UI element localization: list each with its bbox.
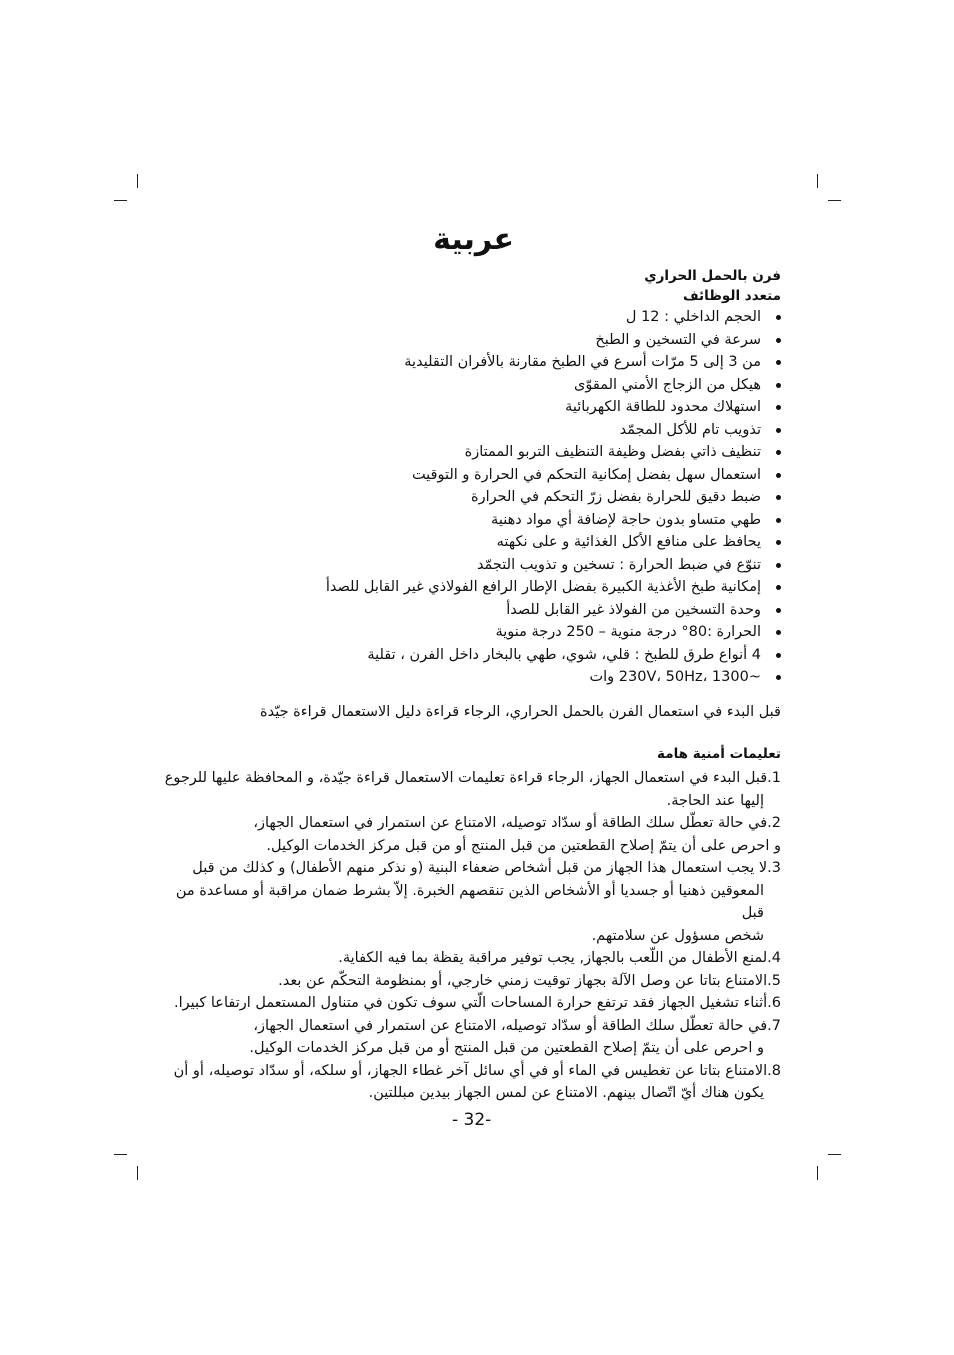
feature-item: استعمال سهل بفضل إمكانية التحكم في الحرارة و التوقيت <box>164 464 784 487</box>
feature-item: يحافظ على منافع الأكل الغذائية و على نكهته <box>164 531 784 554</box>
feature-item: ضبط دقيق للحرارة بفضل زرّ التحكم في الحرارة <box>164 486 784 509</box>
instruction-item <box>151 947 781 970</box>
instruction-line: و احرص على أن يتمّ إصلاح القطعتين من قبل المنتج أو من قبل مركز الخدمات الوكيل. <box>249 1040 764 1056</box>
instruction-line: المعوقين ذهنيا أو جسديا أو الأشخاص الذين تنقصهم الخبرة. إلاّ بشرط ضمان مراقبة أو مساعدة من قبل <box>175 882 764 921</box>
instruction-number: 1. <box>767 770 781 786</box>
instruction-line: الامتناع بتاتا عن وصل الآلة بجهاز توقيت زمني خارجي، أو بمنظومة التحكّم عن بعد. <box>278 972 768 989</box>
instruction-number: 5. <box>767 972 781 989</box>
feature-item: هيكل من الزجاج الأمني المقوّى <box>164 374 784 397</box>
instruction-item <box>151 992 781 1015</box>
instruction-item <box>151 970 781 993</box>
instruction-line: الامتناع بتاتا عن تغطيس في الماء أو في أي سائل آخر غطاء الجهاز، أو سلكه، أو سدّاد توصيله، أو أن <box>173 1062 768 1079</box>
instruction-number: 2. <box>767 815 781 831</box>
instruction-line: لمنع الأطفال من اللّعب بالجهاز, يجب توفير مراقبة يقظة بما فيه الكفاية. <box>338 950 768 966</box>
crop-mark-bottom-right-vertical <box>817 1166 818 1180</box>
page-title: عربية <box>433 222 514 257</box>
crop-mark-bottom-right-horizontal <box>828 1154 841 1155</box>
feature-item: سرعة في التسخين و الطبخ <box>164 329 784 352</box>
page-number: - 32- <box>452 1110 492 1130</box>
instruction-line: و احرص على أن يتمّ إصلاح القطعتين من قبل المنتج أو من قبل مركز الخدمات الوكيل. <box>266 837 781 854</box>
instruction-line: في حالة تعطّل سلك الطاقة أو سدّاد توصيله، الامتناع عن استمرار في استعمال الجهاز، <box>253 815 768 831</box>
feature-item: ~230V، 50Hz، 1300 وات <box>164 666 784 689</box>
instruction-line: قبل البدء في استعمال الجهاز، الرجاء قراءة تعليمات الاستعمال قراءة جيّدة، و المحافظة عليها للرجوع <box>164 770 768 786</box>
crop-mark-bottom-left-horizontal <box>114 1154 127 1155</box>
product-name-line-2: متعدد الوظائف <box>682 288 781 304</box>
instruction-number: 8. <box>767 1062 781 1079</box>
crop-mark-top-left-vertical <box>137 174 138 188</box>
instruction-line: لا يجب استعمال هذا الجهاز من قبل أشخاص ضعفاء البنية (و نذكر منهم الأطفال) و كذلك من قبل <box>192 860 768 876</box>
instruction-item <box>151 767 781 812</box>
product-name-line-1: فرن بالحمل الحراري <box>644 268 781 284</box>
instruction-line: أثناء تشغيل الجهاز فقد ترتفع حرارة المساحات الّتي سوف تكون في متناول المستعمل ارتفاعا كبيرا. <box>173 995 768 1011</box>
instruction-number: 3. <box>767 860 781 876</box>
feature-item: من 3 إلى 5 مرّات أسرع في الطبخ مقارنة بالأفران التقليدية <box>164 351 784 374</box>
instruction-number: 6. <box>767 995 781 1011</box>
instruction-number: 4. <box>767 950 781 966</box>
product-name <box>181 266 781 306</box>
instruction-line: إليها عند الحاجة. <box>666 792 764 809</box>
feature-item: إمكانية طبخ الأغذية الكبيرة بفضل الإطار الرافع الفولاذي غير القابل للصدأ <box>164 576 784 599</box>
safety-instructions <box>151 767 781 1105</box>
instruction-number: 7. <box>767 1017 781 1034</box>
instruction-line: في حالة تعطّل سلك الطاقة أو سدّاد توصيله، الامتناع عن استمرار في استعمال الجهاز، <box>253 1017 768 1034</box>
feature-item: استهلاك محدود للطاقة الكهربائية <box>164 396 784 419</box>
instruction-item <box>151 857 781 947</box>
feature-list <box>164 306 784 689</box>
instruction-line: يكون هناك أيّ اتّصال بينهم. الامتناع عن لمس الجهاز بيدين مبللتين. <box>368 1085 764 1101</box>
instruction-item <box>151 1015 781 1060</box>
crop-mark-top-left-horizontal <box>114 200 127 201</box>
feature-item: تذويب تام للأكل المجمّد <box>164 419 784 442</box>
feature-item: وحدة التسخين من الفولاذ غير القابل للصدأ <box>164 599 784 622</box>
intro-paragraph: قبل البدء في استعمال الفرن بالحمل الحراري، الرجاء قراءة دليل الاستعمال قراءة جيّدة <box>260 704 781 720</box>
crop-mark-top-right-vertical <box>817 174 818 188</box>
feature-item: 4 أنواع طرق للطبخ : قلي، شوي، طهي بالبخار داخل الفرن ، تقلية <box>164 644 784 667</box>
feature-item: الحجم الداخلي : 12 ل <box>164 306 784 329</box>
instruction-item <box>151 1060 781 1105</box>
instruction-item <box>151 812 781 857</box>
feature-item: تنوّع في ضبط الحرارة : تسخين و تذويب التجمّد <box>164 554 784 577</box>
feature-item: طهي متساو بدون حاجة لإضافة أي مواد دهنية <box>164 509 784 532</box>
safety-heading: تعليمات أمنية هامة <box>657 746 781 762</box>
crop-mark-top-right-horizontal <box>828 200 841 201</box>
feature-item: الحرارة :80° درجة منوية – 250 درجة منوية <box>164 621 784 644</box>
feature-item: تنظيف ذاتي بفضل وظيفة التنظيف التربو الممتازة <box>164 441 784 464</box>
crop-mark-bottom-left-vertical <box>137 1166 138 1180</box>
instruction-line: شخص مسؤول عن سلامتهم. <box>591 927 764 944</box>
